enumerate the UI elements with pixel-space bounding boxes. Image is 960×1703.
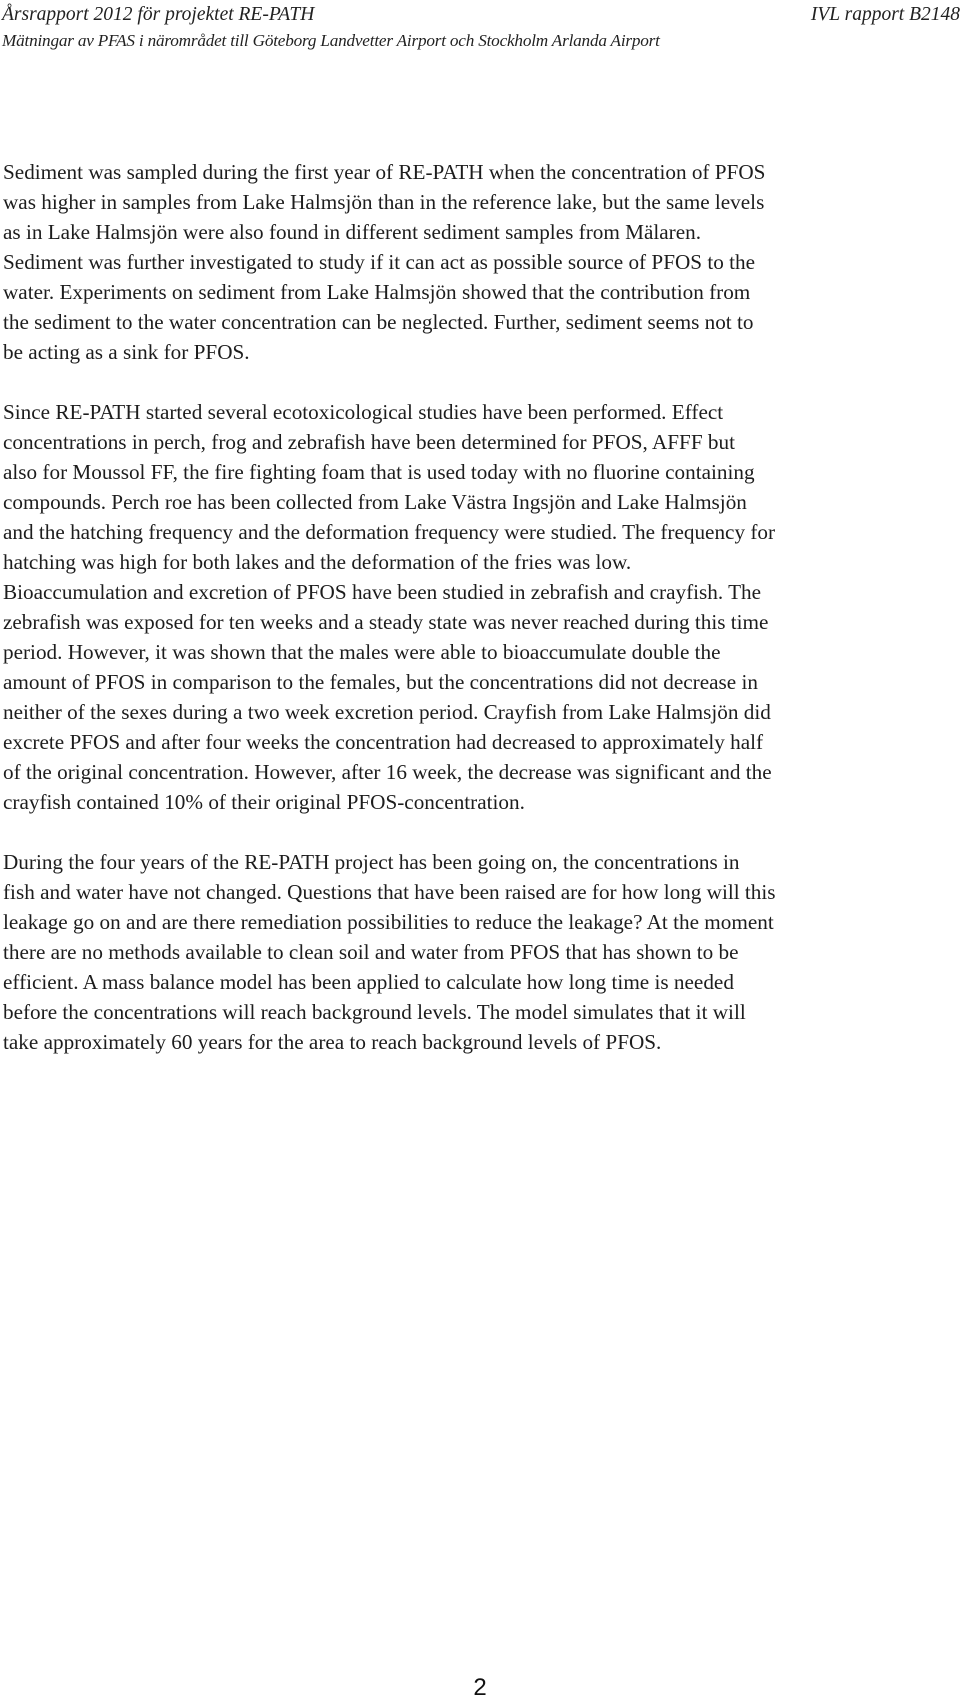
report-number: IVL rapport B2148 <box>810 4 960 25</box>
paragraph-ecotoxicology: Since RE-PATH started several ecotoxicological studies have been performed. Effect concentrations in perch, frog and zebrafish have been determined for PFOS, AFFF but also for Moussol FF, the fire fighting foam that is used today with no fluorine containing compounds. Perch roe has been collected from Lake Västra Ingsjön and Lake Halmsjön and the hatching frequency and the deformation frequency were studied. The frequency for hatching was high for both lakes and the deformation of the fries was low. Bioaccumulation and excretion of PFOS have been studied in zebrafish and crayfish. The zebrafish was exposed for ten weeks and a steady state was never reached during this time period. However, it was shown that the males were able to bioaccumulate double the amount of PFOS in comparison to the females, but the concentrations did not decrease in neither of the sexes during a two week excretion period. Crayfish from Lake Halmsjön did excrete PFOS and after four weeks the concentration had decreased to approximately half of the original concentration. However, after 16 week, the decrease was significant and the crayfish contained 10% of their original PFOS-concentration. <box>3 400 776 814</box>
header-subtitle-row <box>0 28 960 54</box>
page-number: 2 <box>473 1674 487 1701</box>
page-header <box>0 2 960 54</box>
body-text <box>3 157 943 1057</box>
paragraph-conclusions: During the four years of the RE-PATH project has been going on, the concentrations in fish and water have not changed. Questions that have been raised are for how long will this leakage go on and are there remediation possibilities to reduce the leakage? At the moment there are no methods available to clean soil and water from PFOS that has shown to be efficient. A mass balance model has been applied to calculate how long time is needed before the concentrations will reach background levels. The model simulates that it will take approximately 60 years for the area to reach background levels of PFOS. <box>3 850 776 1054</box>
header-top-row <box>0 2 960 28</box>
report-title: Årsrapport 2012 för projektet RE-PATH <box>2 4 315 25</box>
report-subtitle: Mätningar av PFAS i närområdet till Göteborg Landvetter Airport och Stockholm Arlanda Airport <box>2 31 660 50</box>
paragraph-sediment: Sediment was sampled during the first year of RE-PATH when the concentration of PFOS was higher in samples from Lake Halmsjön than in the reference lake, but the same levels as in Lake Halmsjön were also found in different sediment samples from Mälaren. Sediment was further investigated to study if it can act as possible source of PFOS to the water. Experiments on sediment from Lake Halmsjön showed that the contribution from the sediment to the water concentration can be neglected. Further, sediment seems not to be acting as a sink for PFOS. <box>3 160 766 364</box>
